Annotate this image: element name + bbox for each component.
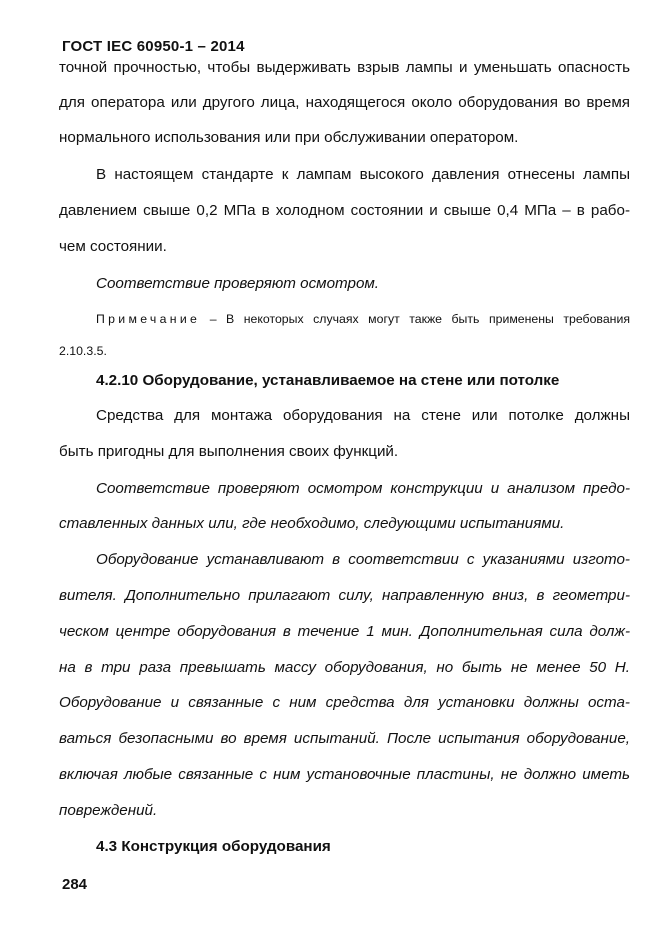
text-line: для оператора или другого лица, находящегося около оборудования во время — [59, 94, 630, 111]
test-procedure-line: ваться безопасными во время испытаний. После испытания оборудование, — [59, 730, 630, 747]
text-line: точной прочностью, чтобы выдерживать взрыв лампы и уменьшать опасность — [59, 59, 630, 76]
test-procedure-line: Оборудование устанавливают в соответствии с указаниями изгото- — [96, 551, 630, 568]
text-line: чем состоянии. — [59, 238, 167, 255]
test-procedure-line: на в три раза превышать массу оборудования, но быть не менее 50 Н. — [59, 659, 630, 676]
note-text: В некоторых случаях могут также быть применены требования — [226, 312, 630, 326]
test-procedure-line: повреждений. — [59, 802, 158, 819]
compliance-line: ставленных данных или, где необходимо, следующими испытаниями. — [59, 515, 565, 532]
test-procedure-line: ческом центре оборудования в течение 1 мин. Дополнительная сила долж- — [59, 623, 630, 640]
note-dash: – — [200, 312, 227, 326]
text-line: нормального использования или при обслуживании оператором. — [59, 129, 519, 146]
document-header: ГОСТ IEC 60950-1 – 2014 — [62, 38, 245, 55]
note-label: Примечание — [96, 312, 201, 326]
text-line: В настоящем стандарте к лампам высокого давления отнесены лампы — [96, 166, 630, 183]
compliance-line: Соответствие проверяют осмотром конструкции и анализом предо- — [96, 480, 630, 497]
text-line: Средства для монтажа оборудования на стене или потолке должны — [96, 407, 630, 424]
section-heading: 4.3 Конструкция оборудования — [96, 838, 331, 855]
test-procedure-line: Оборудование и связанные с ним средства для установки должны оста- — [59, 694, 630, 711]
test-procedure-line: вителя. Дополнительно прилагают силу, направленную вниз, в геометри- — [59, 587, 630, 604]
compliance-line: Соответствие проверяют осмотром. — [96, 275, 380, 292]
note-line: 2.10.3.5. — [59, 344, 107, 358]
text-line: давлением свыше 0,2 МПа в холодном состоянии и свыше 0,4 МПа – в рабо- — [59, 202, 630, 219]
page-number: 284 — [62, 876, 88, 893]
test-procedure-line: включая любые связанные с ним установочные пластины, не должно иметь — [59, 766, 630, 783]
section-heading: 4.2.10 Оборудование, устанавливаемое на стене или потолке — [96, 372, 560, 389]
text-line: быть пригодны для выполнения своих функций. — [59, 443, 399, 460]
note-line — [96, 309, 630, 329]
